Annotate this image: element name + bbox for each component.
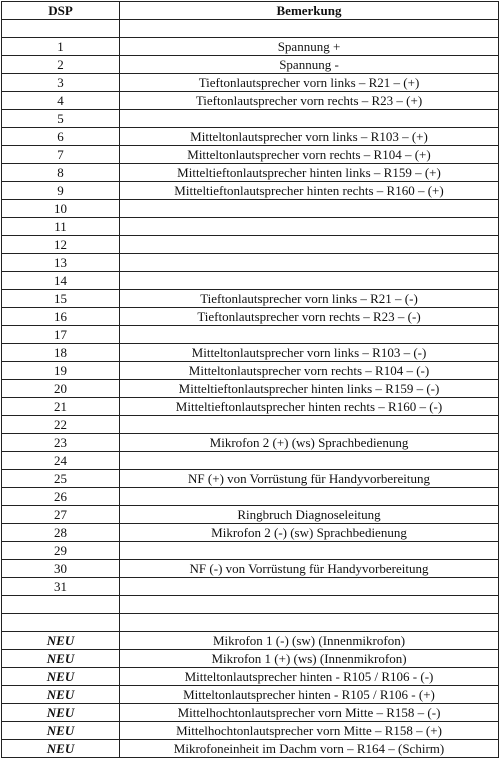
bemerkung-cell: Mitteltonlautsprecher vorn rechts – R104 – (-) xyxy=(120,362,499,380)
bemerkung-cell xyxy=(120,218,499,236)
table-row xyxy=(2,416,499,434)
table-row xyxy=(2,218,499,236)
table-row xyxy=(2,650,499,668)
dsp-cell: 10 xyxy=(2,200,120,218)
table-row xyxy=(2,596,499,614)
dsp-cell: 22 xyxy=(2,416,120,434)
dsp-cell: 15 xyxy=(2,290,120,308)
bemerkung-cell xyxy=(120,578,499,596)
bemerkung-cell: Tieftonlautsprecher vorn links – R21 – (+) xyxy=(120,74,499,92)
bemerkung-cell xyxy=(120,200,499,218)
dsp-cell: 9 xyxy=(2,182,120,200)
bemerkung-cell: Mikrofon 2 (-) (sw) Sprachbedienung xyxy=(120,524,499,542)
dsp-cell: 28 xyxy=(2,524,120,542)
table-row xyxy=(2,686,499,704)
bemerkung-cell xyxy=(120,110,499,128)
table-row xyxy=(2,470,499,488)
bemerkung-cell: Mikrofon 1 (+) (ws) (Innenmikrofon) xyxy=(120,650,499,668)
table-row xyxy=(2,182,499,200)
bemerkung-cell xyxy=(120,416,499,434)
bemerkung-cell: Mitteltonlautsprecher hinten - R105 / R106 - (+) xyxy=(120,686,499,704)
header-dsp: DSP xyxy=(2,2,120,20)
bemerkung-cell: NF (-) von Vorrüstung für Handyvorbereitung xyxy=(120,560,499,578)
dsp-cell: NEU xyxy=(2,632,120,650)
table-row xyxy=(2,362,499,380)
dsp-cell: 4 xyxy=(2,92,120,110)
table-row xyxy=(2,308,499,326)
dsp-cell xyxy=(2,596,120,614)
table-row xyxy=(2,614,499,632)
dsp-cell xyxy=(2,614,120,632)
dsp-cell: 5 xyxy=(2,110,120,128)
dsp-cell: 13 xyxy=(2,254,120,272)
table-row xyxy=(2,668,499,686)
table-row xyxy=(2,560,499,578)
table-row xyxy=(2,578,499,596)
bemerkung-cell: Mitteltonlautsprecher hinten - R105 / R106 - (-) xyxy=(120,668,499,686)
bemerkung-cell: NF (+) von Vorrüstung für Handyvorbereitung xyxy=(120,470,499,488)
table-row xyxy=(2,704,499,722)
table-row xyxy=(2,326,499,344)
dsp-cell: 7 xyxy=(2,146,120,164)
dsp-cell: 14 xyxy=(2,272,120,290)
dsp-cell: 3 xyxy=(2,74,120,92)
table-row xyxy=(2,20,499,38)
table-row xyxy=(2,56,499,74)
dsp-cell: NEU xyxy=(2,686,120,704)
dsp-cell: NEU xyxy=(2,650,120,668)
bemerkung-cell: Mitteltieftonlautsprecher hinten rechts – R160 – (+) xyxy=(120,182,499,200)
bemerkung-cell xyxy=(120,236,499,254)
dsp-cell: NEU xyxy=(2,668,120,686)
header-bemerkung: Bemerkung xyxy=(120,2,499,20)
table-row xyxy=(2,344,499,362)
dsp-cell: 26 xyxy=(2,488,120,506)
table-row xyxy=(2,380,499,398)
pin-assignment-table xyxy=(1,1,499,758)
table-row xyxy=(2,452,499,470)
table-row xyxy=(2,200,499,218)
bemerkung-cell: Mittelhochtonlautsprecher vorn Mitte – R158 – (-) xyxy=(120,704,499,722)
table-row xyxy=(2,272,499,290)
dsp-cell: 20 xyxy=(2,380,120,398)
dsp-cell: 23 xyxy=(2,434,120,452)
bemerkung-cell: Tieftonlautsprecher vorn rechts – R23 – (+) xyxy=(120,92,499,110)
table-row xyxy=(2,722,499,740)
dsp-cell xyxy=(2,20,120,38)
table-row xyxy=(2,290,499,308)
bemerkung-cell: Mikrofon 1 (-) (sw) (Innenmikrofon) xyxy=(120,632,499,650)
bemerkung-cell: Spannung - xyxy=(120,56,499,74)
bemerkung-cell xyxy=(120,614,499,632)
dsp-cell: 25 xyxy=(2,470,120,488)
bemerkung-cell xyxy=(120,326,499,344)
dsp-cell: 17 xyxy=(2,326,120,344)
dsp-cell: 1 xyxy=(2,38,120,56)
table-row xyxy=(2,506,499,524)
dsp-cell: 31 xyxy=(2,578,120,596)
bemerkung-cell xyxy=(120,20,499,38)
bemerkung-cell: Mittelhochtonlautsprecher vorn Mitte – R158 – (+) xyxy=(120,722,499,740)
bemerkung-cell: Mitteltonlautsprecher vorn links – R103 – (+) xyxy=(120,128,499,146)
table-row xyxy=(2,254,499,272)
bemerkung-cell: Tieftonlautsprecher vorn links – R21 – (-) xyxy=(120,290,499,308)
table-row xyxy=(2,110,499,128)
bemerkung-cell xyxy=(120,272,499,290)
table-row xyxy=(2,236,499,254)
dsp-cell: 29 xyxy=(2,542,120,560)
dsp-cell: 12 xyxy=(2,236,120,254)
table-row xyxy=(2,128,499,146)
dsp-cell: NEU xyxy=(2,722,120,740)
bemerkung-cell: Mitteltonlautsprecher vorn rechts – R104 – (+) xyxy=(120,146,499,164)
bemerkung-cell: Mitteltonlautsprecher vorn links – R103 – (-) xyxy=(120,344,499,362)
bemerkung-cell: Spannung + xyxy=(120,38,499,56)
dsp-cell: NEU xyxy=(2,704,120,722)
bemerkung-cell xyxy=(120,542,499,560)
table-row xyxy=(2,524,499,542)
dsp-cell: NEU xyxy=(2,740,120,758)
dsp-cell: 19 xyxy=(2,362,120,380)
table-body xyxy=(2,20,499,758)
table-row xyxy=(2,488,499,506)
dsp-cell: 2 xyxy=(2,56,120,74)
table-row xyxy=(2,398,499,416)
table-row xyxy=(2,74,499,92)
dsp-cell: 18 xyxy=(2,344,120,362)
table-row xyxy=(2,92,499,110)
bemerkung-cell xyxy=(120,452,499,470)
dsp-cell: 16 xyxy=(2,308,120,326)
table-row xyxy=(2,542,499,560)
bemerkung-cell: Mitteltieftonlautsprecher hinten rechts – R160 – (-) xyxy=(120,398,499,416)
table-row xyxy=(2,632,499,650)
header-row xyxy=(2,2,499,20)
bemerkung-cell xyxy=(120,596,499,614)
bemerkung-cell: Mitteltieftonlautsprecher hinten links – R159 – (-) xyxy=(120,380,499,398)
bemerkung-cell: Mitteltieftonlautsprecher hinten links – R159 – (+) xyxy=(120,164,499,182)
bemerkung-cell: Mikrofon 2 (+) (ws) Sprachbedienung xyxy=(120,434,499,452)
dsp-cell: 24 xyxy=(2,452,120,470)
table-row xyxy=(2,740,499,758)
table-row xyxy=(2,434,499,452)
dsp-cell: 30 xyxy=(2,560,120,578)
bemerkung-cell: Tieftonlautsprecher vorn rechts – R23 – (-) xyxy=(120,308,499,326)
bemerkung-cell xyxy=(120,488,499,506)
dsp-cell: 21 xyxy=(2,398,120,416)
table-row xyxy=(2,164,499,182)
dsp-cell: 11 xyxy=(2,218,120,236)
dsp-cell: 6 xyxy=(2,128,120,146)
dsp-cell: 27 xyxy=(2,506,120,524)
bemerkung-cell: Ringbruch Diagnoseleitung xyxy=(120,506,499,524)
table-row xyxy=(2,38,499,56)
bemerkung-cell xyxy=(120,254,499,272)
dsp-cell: 8 xyxy=(2,164,120,182)
bemerkung-cell: Mikrofoneinheit im Dachm vorn – R164 – (Schirm) xyxy=(120,740,499,758)
table-row xyxy=(2,146,499,164)
